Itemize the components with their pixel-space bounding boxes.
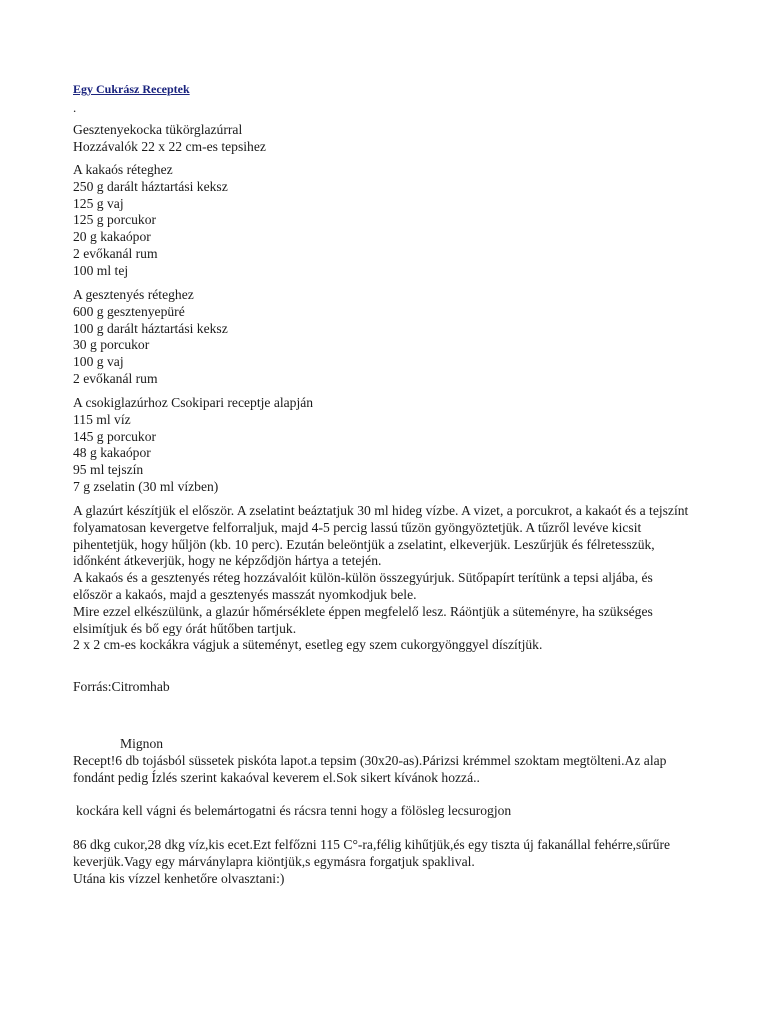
section-heading: A csokiglazúrhoz Csokipari receptje alapján bbox=[73, 395, 314, 410]
ingredient-item: 95 ml tejszín bbox=[73, 462, 144, 478]
method-section bbox=[73, 503, 693, 654]
ingredient-item: 100 g vaj bbox=[73, 354, 124, 370]
ingredient-item: 125 g porcukor bbox=[73, 212, 157, 228]
mignon-intro: Recept!6 db tojásból süssetek piskóta lapot.a tepsim (30x20-as).Párizsi krémmel szoktam megtölteni.Az alap fondánt pedig Ízlés szerint kakaóval keverem el.Sok sikert kívánok hozzá.. bbox=[73, 752, 667, 785]
method-paragraph: 2 x 2 cm-es kockákra vágjuk a süteményt, esetleg egy szem cukorgyönggyel díszítjük. bbox=[73, 637, 543, 653]
ingredient-item: 125 g vaj bbox=[73, 195, 124, 211]
method-paragraph: A glazúrt készítjük el először. A zselatint beáztatjuk 30 ml hideg vízbe. A vizet, a porcukrot, a kakaót és a tejszínt folyamatosan kevergetve felforraljuk, majd 4-5 percig lassú tűzön gyöngyöztetjük. A tűzről levéve kicsit pihentetjük, hogy hűljön (kb. 10 perc). Ezután beleöntjük a zselatint, elkeverjük. Leszűrjük és félretesszük, időnként átkeverjük, hogy ne képződjön hártya a tetején. bbox=[73, 503, 689, 569]
ingredient-item: 30 g porcukor bbox=[73, 337, 150, 353]
source-text: Forrás:Citromhab bbox=[73, 679, 170, 694]
method-paragraph: A kakaós és a gesztenyés réteg hozzávalóit külön-külön összegyúrjuk. Sütőpapírt terítünk a tepsi aljába, és először a kakaós, majd a gesztenyés masszát nyomkodjuk bele. bbox=[73, 570, 653, 602]
section-heading: A kakaós réteghez bbox=[73, 162, 173, 177]
section-heading: A gesztenyés réteghez bbox=[73, 287, 194, 302]
ingredient-item: 2 evőkanál rum bbox=[73, 370, 158, 386]
glaze-section bbox=[73, 395, 693, 496]
fondant-text: 86 dkg cukor,28 dkg víz,kis ecet.Ezt felfőzni 115 C°-ra,félig kihűtjük,és egy tiszta új fakanállal fehérre,sűrűre keverjük.Vagy egy márványlapra kiöntjük,s egymásra forgatjuk spaklival. bbox=[73, 837, 671, 869]
page-title-link[interactable]: Egy Cukrász Receptek bbox=[73, 82, 190, 96]
ingredient-item: 250 g darált háztartási keksz bbox=[73, 178, 228, 194]
method-paragraph: Mire ezzel elkészülünk, a glazúr hőmérséklete éppen megfelelő lesz. Ráöntjük a süteményre, ha szükséges elsimítjuk és bő egy órát hűtőben tartjuk. bbox=[73, 603, 653, 636]
ingredient-item: 100 g darált háztartási keksz bbox=[73, 320, 228, 336]
mignon-note: kockára kell vágni és belemártogatni és rácsra tenni hogy a fölösleg lecsurogjon bbox=[76, 803, 512, 818]
mignon-section bbox=[73, 736, 693, 786]
ingredient-item: 20 g kakaópor bbox=[73, 229, 151, 245]
source-line bbox=[73, 679, 693, 696]
ingredient-item: 115 ml víz bbox=[73, 411, 131, 427]
ingredient-item: 2 evőkanál rum bbox=[73, 245, 158, 261]
ingredient-item: 7 g zselatin (30 ml vízben) bbox=[73, 478, 219, 494]
chestnut-layer-section bbox=[73, 287, 693, 388]
recipe-header bbox=[73, 122, 693, 156]
ingredient-item: 100 ml tej bbox=[73, 262, 129, 278]
ingredient-item: 145 g porcukor bbox=[73, 428, 157, 444]
ingredient-item: 600 g gesztenyepüré bbox=[73, 303, 185, 319]
fondant-section bbox=[73, 837, 693, 887]
mignon-note-block bbox=[73, 803, 693, 820]
fondant-finish: Utána kis vízzel kenhetőre olvasztani:) bbox=[73, 870, 285, 886]
cocoa-layer-section bbox=[73, 162, 693, 280]
ingredient-item: 48 g kakaópor bbox=[73, 445, 151, 461]
recipe-name: Gesztenyekocka tükörglazúrral bbox=[73, 122, 243, 137]
recipe-pan: Hozzávalók 22 x 22 cm-es tepsihez bbox=[73, 138, 266, 154]
recipe-name: Mignon bbox=[120, 736, 164, 751]
separator-dot: . bbox=[73, 100, 77, 115]
